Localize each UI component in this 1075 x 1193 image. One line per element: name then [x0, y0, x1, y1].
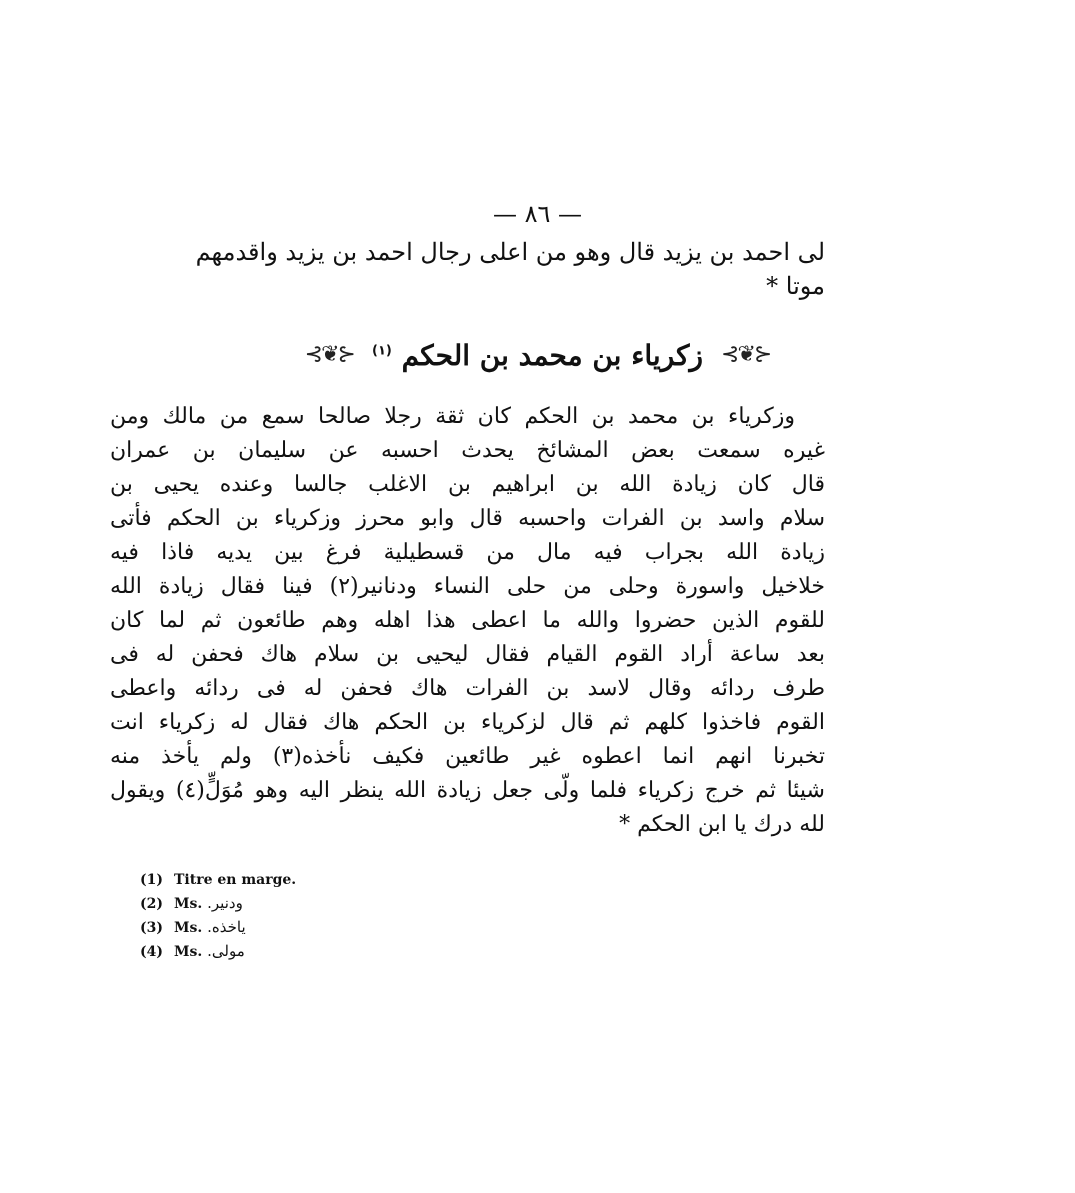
footnote-number: (3): [140, 920, 163, 936]
section-title-text: زكرياء بن محمد بن الحكم: [401, 338, 704, 372]
intro-paragraph: [115, 235, 825, 303]
intro-line: موتا *: [766, 272, 825, 300]
footnote-number: (4): [140, 944, 163, 960]
body-line: قال كان زيادة الله بن ابراهيم بن الاغلب جالسا وعنده يحيى بن: [110, 472, 825, 497]
footnote-arabic: ياخذه.: [207, 918, 246, 936]
footnote-label: Ms.: [174, 944, 203, 960]
body-line: خلاخيل واسورة وحلى من حلى النساء ودنانير(٢) فينا فقال زيادة الله: [110, 574, 825, 599]
section-title: [372, 339, 703, 372]
footnote-number: (2): [140, 896, 163, 912]
body-line: لله درك يا ابن الحكم *: [619, 812, 825, 837]
body-line: للقوم الذين حضروا والله ما اعطى هذا اهله وهم طائعون ثم لما كان: [110, 608, 825, 633]
footnotes: [140, 868, 640, 964]
intro-line: لى احمد بن يزيد قال وهو من اعلى رجال احمد بن يزيد واقدمهم: [195, 238, 825, 266]
footnote-item: [140, 916, 640, 940]
body-line: غيره سمعت بعض المشائخ يحدث احسبه عن سليمان بن عمران: [110, 438, 825, 463]
footnote-number: (1): [140, 872, 163, 888]
footnote-item: [140, 940, 640, 964]
body-line: تخبرنا انهم انما اعطوه غير طائعين فكيف نأخذه(٣) ولم يأخذ منه: [110, 744, 825, 769]
footnote-item: [140, 892, 640, 916]
page-number: — ٨٦ —: [492, 200, 583, 228]
body-paragraph: [110, 400, 825, 842]
body-line: القوم فاخذوا كلهم ثم قال لزكرياء بن الحكم هاك فقال له زكرياء انت: [110, 710, 825, 735]
section-heading: [0, 335, 1075, 375]
footnote-arabic: ودنير.: [207, 894, 243, 912]
body-line: سلام واسد بن الفرات واحسبه قال وابو محرز وزكرياء بن الحكم فأتى: [110, 506, 825, 531]
ornament-left-icon: ⊰❦⊱: [304, 342, 354, 367]
footnote-arabic: مولى.: [207, 942, 245, 960]
footnote-item: [140, 868, 640, 892]
body-line: طرف ردائه وقال لاسد بن الفرات هاك فحفن له فى ردائه واعطى: [110, 676, 825, 701]
ornament-right-icon: ⊰❦⊱: [721, 342, 771, 367]
body-line: زيادة الله بجراب فيه مال من قسطيلية فرغ بين يديه فاذا فيه: [110, 540, 825, 565]
body-line: بعد ساعة أراد القوم القيام فقال ليحيى بن سلام هاك فحفن له فى: [110, 642, 825, 667]
body-line: وزكرياء بن محمد بن الحكم كان ثقة رجلا صالحا سمع من مالك ومن: [110, 404, 795, 429]
footnote-label: Ms.: [174, 920, 203, 936]
footnote-label: Ms.: [174, 896, 203, 912]
body-line: شيئا ثم خرج زكرياء فلما ولّى جعل زيادة الله ينظر اليه وهو مُوَلٍّ(٤) ويقول: [110, 778, 825, 803]
footnote-label: Titre en marge.: [174, 872, 297, 888]
footnote-ref: (١): [371, 343, 392, 359]
